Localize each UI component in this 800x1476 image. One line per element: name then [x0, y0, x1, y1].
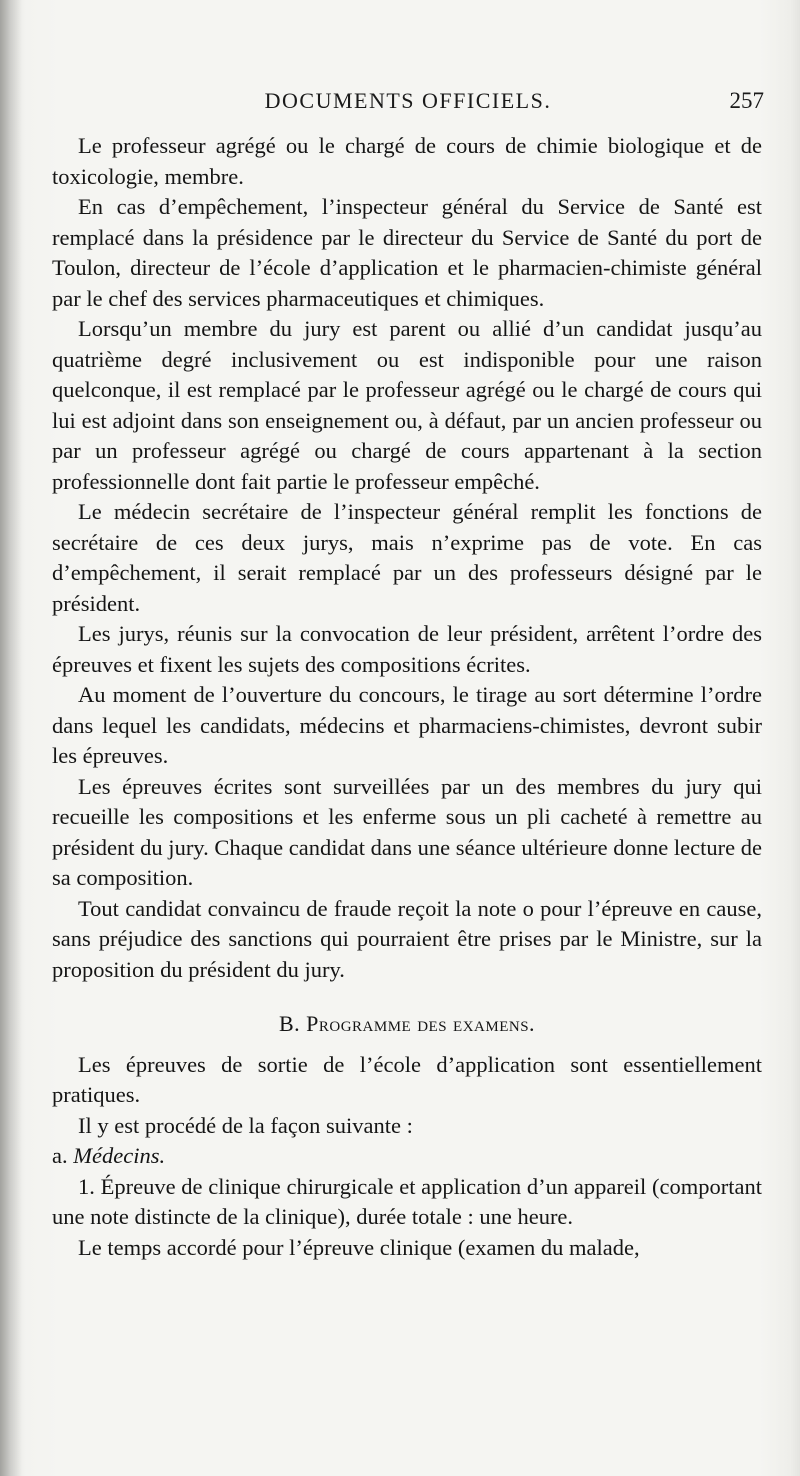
paragraph: Le temps accordé pour l’épreuve clinique (examen du malade,: [78, 1234, 640, 1260]
paragraph: Il y est procédé de la façon suivante :: [78, 1112, 413, 1138]
page-header: [52, 88, 764, 118]
paragraph: Les jurys, réunis sur la convocation de leur président, arrêtent l’ordre des épreuves et fixent les sujets des compositions écrites.: [52, 621, 762, 677]
paragraph: Le médecin secrétaire de l’inspecteur général remplit les fonctions de secrétaire de ces deux jurys, mais n’exprime pas de vote. En cas d’empêchement, il serait remplacé par un des professeurs désigné par le président.: [52, 499, 762, 616]
binding-shadow: [0, 0, 22, 1476]
section-title: Programme des examens.: [306, 1011, 536, 1036]
subsection-letter: a.: [52, 1143, 68, 1168]
page-number: 257: [729, 88, 764, 113]
paragraph: En cas d’empêchement, l’inspecteur général du Service de Santé est remplacé dans la présidence par le directeur du Service de Santé du port de Toulon, directeur de l’école d’application et le pharmacien-chimiste général par le chef des services pharmaceutiques et chimiques.: [52, 194, 762, 311]
paragraph: Au moment de l’ouverture du concours, le tirage au sort détermine l’ordre dans lequel les candidats, médecins et pharmaciens-chimistes, devront subir les épreuves.: [52, 682, 762, 768]
subsection-heading: [52, 1141, 762, 1172]
paragraph: 1. Épreuve de clinique chirurgicale et application d’un appareil (comportant une note distincte de la clinique), durée totale : une heure.: [52, 1173, 762, 1229]
paragraph: Les épreuves écrites sont surveillées par un des membres du jury qui recueille les compositions et les enferme sous un pli cacheté à remettre au président du jury. Chaque candidat dans une séance ultérieure donne lecture de sa composition.: [52, 773, 762, 890]
paragraph: Les épreuves de sortie de l’école d’application sont essentiellement pratiques.: [52, 1051, 762, 1107]
paragraph: Lorsqu’un membre du jury est parent ou allié d’un candidat jusqu’au quatrième degré inclusivement ou est indisponible pour une raison quelconque, il est remplacé par le professeur agrégé ou le chargé de cours qui lui est adjoint dans son enseignement ou, à défaut, par un ancien professeur ou par un professeur agrégé ou chargé de cours appartenant à la section professionnelle dont fait partie le professeur empêché.: [52, 316, 762, 494]
paragraph: Tout candidat convaincu de fraude reçoit la note o pour l’épreuve en cause, sans préjudice des sanctions qui pourraient être prises par le Ministre, sur la proposition du président du jury.: [52, 895, 762, 982]
section-number: B.: [278, 1011, 301, 1036]
section-heading: [52, 1009, 762, 1040]
subsection-title: Médecins.: [73, 1143, 166, 1168]
paragraph: Le professeur agrégé ou le chargé de cours de chimie biologique et de toxicologie, membre.: [52, 133, 762, 189]
running-head: DOCUMENTS OFFICIELS.: [264, 88, 552, 113]
body-text: [52, 131, 762, 1263]
